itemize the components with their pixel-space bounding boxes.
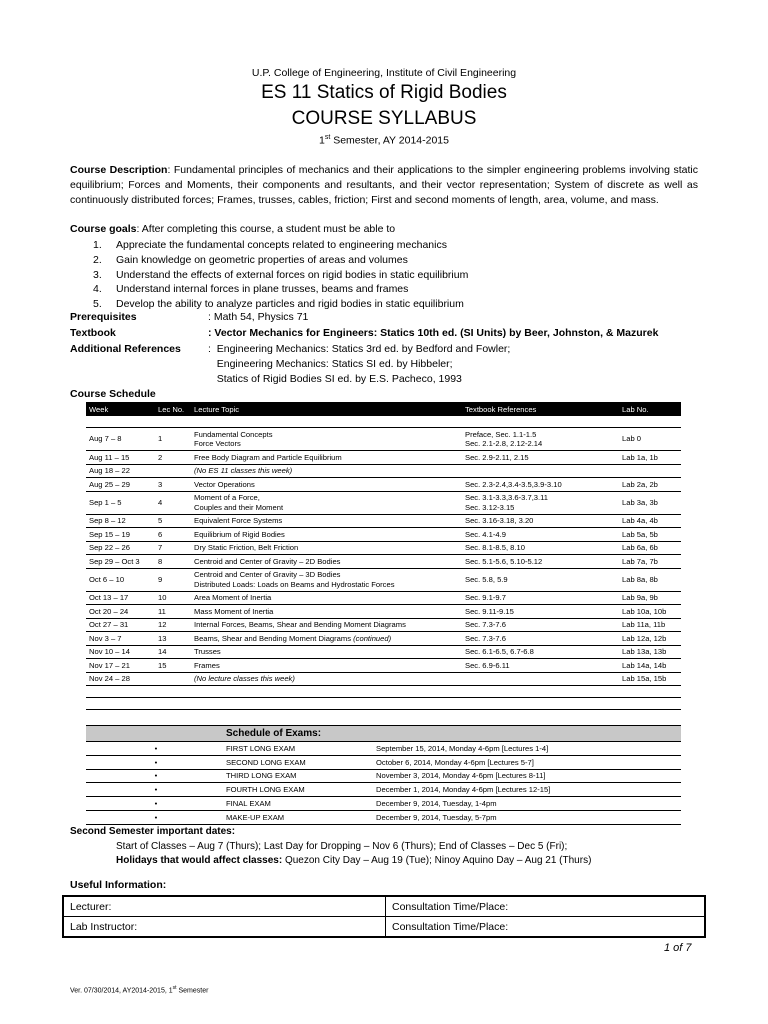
textbook-ref-text: Sec. 4.1-4.9 — [465, 529, 506, 539]
course-goal-item — [93, 282, 468, 297]
course-title: ES 11 Statics of Rigid Bodies — [261, 82, 507, 103]
lecture-topic-cell — [191, 568, 462, 591]
schedule-spacer-cell — [86, 416, 155, 428]
lecture-topic-cell — [191, 541, 462, 555]
lecture-no-cell: 12 — [155, 618, 191, 632]
schedule-row — [86, 451, 681, 465]
lab-no-cell: Lab 7a, 7b — [619, 555, 681, 569]
lecture-no-cell: 1 — [155, 428, 191, 451]
lecture-topic-text: Trusses — [194, 647, 221, 656]
textbook-label: Textbook — [70, 327, 116, 339]
course-goals-list — [93, 238, 468, 312]
lecture-topic-cell — [191, 659, 462, 673]
lecture-topic-cell — [191, 528, 462, 542]
schedule-row — [86, 541, 681, 555]
textbook-ref-text: Sec. 8.1-8.5, 8.10 — [465, 543, 525, 552]
week-cell: Sep 29 – Oct 3 — [86, 555, 155, 569]
exam-row — [86, 797, 681, 811]
course-description-text: : Fundamental principles of mechanics and their applications to the simpler engineering problems involving static equilibrium; Forces and Moments, their components and resultants, and their vector representation; System of discrete as well as continuously distributed forces; Frames, trusses, cables, friction; First and second moments of length, area, volume, and mass. — [70, 164, 698, 206]
lecture-topic-cell — [191, 632, 462, 646]
textbook-ref-cell — [462, 514, 619, 528]
lecture-topic-cell — [191, 451, 462, 465]
week-cell: Nov 3 – 7 — [86, 632, 155, 646]
schedule-spacer-cell — [86, 686, 155, 698]
schedule-spacer-row — [86, 698, 681, 710]
week-cell: Sep 15 – 19 — [86, 528, 155, 542]
lab-no-cell: Lab 2a, 2b — [619, 478, 681, 492]
lab-no-cell: Lab 13a, 13b — [619, 645, 681, 659]
lab-no-cell: Lab 15a, 15b — [619, 672, 681, 686]
prerequisites-value: : Math 54, Physics 71 — [208, 311, 309, 323]
lecture-no-cell: 2 — [155, 451, 191, 465]
textbook-ref-cell — [462, 605, 619, 619]
col-lecture-topic: Lecture Topic — [191, 402, 462, 416]
lecture-no-cell — [155, 464, 191, 478]
textbook-ref-text-2: Sec. 3.12-3.15 — [465, 502, 515, 512]
lab-no-cell: Lab 4a, 4b — [619, 514, 681, 528]
lecture-topic-main: Beams, Shear and Bending Moment Diagrams — [194, 633, 354, 643]
week-cell: Nov 17 – 21 — [86, 659, 155, 673]
week-cell: Nov 10 – 14 — [86, 645, 155, 659]
course-schedule-heading: Course Schedule — [70, 388, 156, 400]
schedule-row — [86, 591, 681, 605]
bullet-icon: • — [86, 783, 226, 797]
textbook-ref-text: Sec. 7.3-7.6 — [465, 633, 506, 643]
lecture-no-cell — [155, 672, 191, 686]
course-goal-number: 1. — [93, 239, 102, 251]
lecture-no-cell: 5 — [155, 514, 191, 528]
lecture-topic-cell — [191, 591, 462, 605]
lab-no-cell: Lab 6a, 6b — [619, 541, 681, 555]
textbook-ref-text: Sec. 7.3-7.6 — [465, 620, 506, 629]
lecture-no-cell: 11 — [155, 605, 191, 619]
schedule-row — [86, 568, 681, 591]
lecture-topic-cell — [191, 672, 462, 686]
lab-no-cell — [619, 464, 681, 478]
exam-schedule-table — [86, 725, 681, 825]
course-goal-text: Appreciate the fundamental concepts related to engineering mechanics — [116, 239, 447, 251]
textbook-ref-cell — [462, 618, 619, 632]
lecture-topic-text: (No ES 11 classes this week) — [194, 466, 293, 475]
schedule-spacer-cell — [155, 416, 191, 428]
lecture-no-cell: 14 — [155, 645, 191, 659]
lecture-no-cell: 4 — [155, 491, 191, 514]
course-goal-number: 3. — [93, 268, 102, 281]
course-goals-intro: : After completing this course, a student must be able to — [136, 223, 396, 235]
textbook-ref-text: Sec. 2.3-2.4,3.4-3.5,3.9-3.10 — [465, 479, 562, 489]
textbook-ref-text: Sec. 9.1-9.7 — [465, 593, 506, 602]
textbook-ref-cell — [462, 659, 619, 673]
schedule-spacer-row — [86, 416, 681, 428]
semester-number: 1 — [319, 134, 325, 147]
useful-info-table — [62, 895, 706, 938]
reference-line: Statics of Rigid Bodies SI ed. by E.S. Pacheco, 1993 — [208, 373, 462, 385]
textbook-ref-text: Preface, Sec. 1.1-1.5 — [465, 429, 537, 439]
lecture-no-cell: 15 — [155, 659, 191, 673]
textbook-ref-cell — [462, 464, 619, 478]
footer-sup: st — [172, 985, 177, 991]
course-description — [70, 163, 698, 208]
lecturer-cell: Lecturer: — [63, 896, 386, 917]
exam-name: THIRD LONG EXAM — [226, 769, 376, 783]
schedule-row — [86, 478, 681, 492]
footer-version: Ver. 07/30/2014, AY2014-2015, 1 — [70, 987, 173, 995]
prerequisites-label: Prerequisites — [70, 311, 137, 323]
exam-date: December 9, 2014, Tuesday, 1-4pm — [376, 797, 681, 811]
lecture-topic-text-2: Force Vectors — [194, 439, 241, 448]
exam-header-spacer — [86, 726, 226, 742]
lecture-topic-cell — [191, 464, 462, 478]
textbook-ref-cell — [462, 632, 619, 646]
lecture-no-cell: 13 — [155, 632, 191, 646]
textbook-ref-cell — [462, 541, 619, 555]
col-lab-no: Lab No. — [619, 402, 681, 416]
textbook-value: : Vector Mechanics for Engineers: Statics 10th ed. (SI Units) by Beer, Johnston, & Mazurek — [208, 327, 659, 339]
exam-header-row — [86, 726, 681, 742]
textbook-ref-text: Sec. 6.9-6.11 — [465, 660, 510, 670]
course-goal-text: Gain knowledge on geometric properties of areas and volumes — [116, 253, 408, 266]
important-dates-heading: Second Semester important dates: — [70, 826, 236, 837]
schedule-row — [86, 528, 681, 542]
bullet-icon: • — [86, 742, 226, 756]
bullet-icon: • — [86, 755, 226, 769]
lab-no-cell: Lab 11a, 11b — [619, 618, 681, 632]
reference-line: Engineering Mechanics: Statics SI ed. by Hibbeler; — [208, 358, 453, 370]
textbook-ref-cell — [462, 591, 619, 605]
lecture-topic-continued: (continued) — [353, 633, 392, 643]
lecture-topic-cell — [191, 605, 462, 619]
course-schedule-table — [86, 402, 681, 710]
lecture-topic-cell — [191, 491, 462, 514]
week-cell: Oct 6 – 10 — [86, 568, 155, 591]
textbook-ref-cell — [462, 672, 619, 686]
lecture-topic-text-2: Couples and their Moment — [194, 502, 284, 512]
lecture-no-cell: 9 — [155, 568, 191, 591]
week-cell: Aug 11 – 15 — [86, 451, 155, 465]
schedule-spacer-cell — [619, 698, 681, 710]
schedule-spacer-cell — [86, 698, 155, 710]
exam-body — [86, 742, 681, 825]
lab-no-cell: Lab 9a, 9b — [619, 591, 681, 605]
textbook-ref-cell — [462, 528, 619, 542]
exam-date: September 15, 2014, Monday 4-6pm [Lectures 1-4] — [376, 742, 681, 756]
lecture-topic-text-2: Distributed Loads: Loads on Beams and Hydrostatic Forces — [194, 579, 395, 589]
lecture-topic-text: Equivalent Force Systems — [194, 516, 283, 525]
useful-info-heading: Useful Information: — [70, 879, 167, 891]
lecture-topic-text: Area Moment of Inertia — [194, 593, 272, 602]
lecture-no-cell: 10 — [155, 591, 191, 605]
exam-date: December 1, 2014, Monday 4-6pm [Lectures 12-15] — [376, 783, 681, 797]
col-textbook-refs: Textbook References — [462, 402, 619, 416]
important-dates-line: Start of Classes – Aug 7 (Thurs); Last Day for Dropping – Nov 6 (Thurs); End of Classes – Dec 5 (Fri); — [116, 841, 568, 852]
course-goal-item — [93, 268, 468, 283]
lecture-topic-text: Centroid and Center of Gravity – 3D Bodies — [194, 570, 341, 579]
course-goal-number: 4. — [93, 283, 102, 296]
lecture-topic-text: Mass Moment of Inertia — [194, 606, 274, 616]
schedule-body — [86, 416, 681, 710]
textbook-ref-text: Sec. 5.8, 5.9 — [465, 574, 508, 584]
lecture-topic-text: Centroid and Center of Gravity – 2D Bodies — [194, 556, 341, 566]
lecture-topic-text: Dry Static Friction, Belt Friction — [194, 543, 299, 552]
col-lecture-no: Lec No. — [155, 402, 191, 416]
schedule-row — [86, 491, 681, 514]
lecture-topic-text — [194, 634, 459, 644]
schedule-row — [86, 514, 681, 528]
semester-line — [0, 134, 768, 147]
textbook-ref-cell — [462, 428, 619, 451]
textbook-ref-text: Sec. 3.16-3.18, 3.20 — [465, 516, 534, 525]
textbook-ref-text: Sec. 3.1-3.3,3.6-3.7,3.11 — [465, 493, 549, 502]
course-goal-text: Understand internal forces in plane trusses, beams and frames — [116, 283, 409, 296]
course-goal-text: Understand the effects of external forces on rigid bodies in static equilibrium — [116, 268, 469, 281]
exam-date: November 3, 2014, Monday 4-6pm [Lectures 8-11] — [376, 769, 681, 783]
lecture-topic-text: Fundamental Concepts — [194, 429, 273, 439]
week-cell: Aug 7 – 8 — [86, 428, 155, 451]
lab-no-cell: Lab 5a, 5b — [619, 528, 681, 542]
lecture-topic-cell — [191, 428, 462, 451]
consultation-cell: Consultation Time/Place: — [386, 896, 706, 917]
schedule-spacer-row — [86, 686, 681, 698]
bullet-icon: • — [86, 810, 226, 824]
course-goals-label: Course goals — [70, 223, 137, 235]
course-goal-item — [93, 297, 468, 312]
week-cell: Aug 25 – 29 — [86, 478, 155, 492]
textbook-ref-text: Sec. 2.9-2.11, 2.15 — [465, 452, 529, 462]
exam-row — [86, 769, 681, 783]
textbook-ref-text: Sec. 9.11-9.15 — [465, 606, 514, 616]
schedule-spacer-cell — [619, 686, 681, 698]
week-cell: Oct 27 – 31 — [86, 618, 155, 632]
consultation-cell: Consultation Time/Place: — [386, 917, 706, 938]
exam-name: MAKE-UP EXAM — [226, 810, 376, 824]
schedule-spacer-cell — [155, 686, 191, 698]
week-cell: Oct 20 – 24 — [86, 605, 155, 619]
document-title: COURSE SYLLABUS — [291, 108, 477, 129]
exam-row — [86, 810, 681, 824]
course-goal-item — [93, 238, 468, 253]
exam-row — [86, 755, 681, 769]
lecture-topic-cell — [191, 514, 462, 528]
exam-name: FOURTH LONG EXAM — [226, 783, 376, 797]
course-goal-number: 5. — [93, 298, 102, 311]
exam-name: FIRST LONG EXAM — [226, 742, 376, 756]
schedule-spacer-cell — [191, 416, 462, 428]
textbook-ref-cell — [462, 645, 619, 659]
exam-row — [86, 742, 681, 756]
week-cell: Sep 8 – 12 — [86, 514, 155, 528]
textbook-ref-cell — [462, 555, 619, 569]
lecture-topic-text: Frames — [194, 660, 220, 670]
schedule-spacer-cell — [462, 416, 619, 428]
week-cell: Nov 24 – 28 — [86, 672, 155, 686]
textbook-ref-cell — [462, 478, 619, 492]
holidays-label: Holidays that would affect classes: — [116, 855, 283, 866]
lab-no-cell: Lab 3a, 3b — [619, 491, 681, 514]
institution-line: U.P. College of Engineering, Institute of Civil Engineering — [251, 67, 517, 79]
lecture-topic-text: Moment of a Force, — [194, 493, 260, 502]
exam-date: December 9, 2014, Tuesday, 5-7pm — [376, 810, 681, 824]
schedule-spacer-cell — [191, 686, 462, 698]
useful-row-lecturer — [63, 896, 705, 917]
lab-no-cell: Lab 12a, 12b — [619, 632, 681, 646]
textbook-ref-cell — [462, 568, 619, 591]
lab-no-cell: Lab 8a, 8b — [619, 568, 681, 591]
schedule-row — [86, 632, 681, 646]
week-cell: Aug 18 – 22 — [86, 464, 155, 478]
course-goals-heading — [70, 223, 395, 235]
textbook-ref-text-2: Sec. 2.1-2.8, 2.12-2.14 — [465, 439, 543, 448]
lecture-no-cell: 6 — [155, 528, 191, 542]
lab-no-cell: Lab 10a, 10b — [619, 605, 681, 619]
schedule-spacer-cell — [155, 698, 191, 710]
textbook-ref-cell — [462, 491, 619, 514]
course-goal-number: 2. — [93, 253, 102, 266]
bullet-icon: • — [86, 797, 226, 811]
schedule-spacer-cell — [462, 698, 619, 710]
schedule-row — [86, 464, 681, 478]
schedule-spacer-cell — [619, 416, 681, 428]
schedule-row — [86, 645, 681, 659]
lecture-topic-text: Vector Operations — [194, 479, 255, 489]
lecture-no-cell: 8 — [155, 555, 191, 569]
lecture-no-cell: 3 — [155, 478, 191, 492]
schedule-row — [86, 605, 681, 619]
schedule-spacer-cell — [191, 698, 462, 710]
semester-text: Semester, AY 2014-2015 — [330, 134, 449, 147]
version-footer — [70, 985, 208, 994]
exam-date: October 6, 2014, Monday 4-6pm [Lectures 5-7] — [376, 755, 681, 769]
week-cell: Sep 22 – 26 — [86, 541, 155, 555]
schedule-header-row — [86, 402, 681, 416]
useful-row-lab-instructor — [63, 917, 705, 938]
schedule-row — [86, 618, 681, 632]
lab-no-cell: Lab 0 — [619, 428, 681, 451]
footer-rest: Semester — [176, 987, 209, 995]
holidays-line — [116, 855, 591, 866]
exam-row — [86, 783, 681, 797]
schedule-row — [86, 555, 681, 569]
schedule-row — [86, 659, 681, 673]
lecture-topic-text: (No lecture classes this week) — [194, 674, 295, 683]
schedule-spacer-cell — [462, 686, 619, 698]
course-goal-text: Develop the ability to analyze particles and rigid bodies in static equilibrium — [116, 298, 464, 311]
lecture-topic-cell — [191, 645, 462, 659]
holidays-text: Quezon City Day – Aug 19 (Tue); Ninoy Aquino Day – Aug 21 (Thurs) — [282, 855, 592, 866]
exam-schedule-heading: Schedule of Exams: — [226, 726, 681, 742]
lecture-topic-text: Equilibrium of Rigid Bodies — [194, 529, 285, 539]
references-label: Additional References — [70, 343, 181, 355]
course-description-label: Course Description — [70, 164, 168, 176]
textbook-ref-text: Sec. 5.1-5.6, 5.10-5.12 — [465, 556, 543, 566]
exam-name: FINAL EXAM — [226, 797, 376, 811]
week-cell: Sep 1 – 5 — [86, 491, 155, 514]
page-number: 1 of 7 — [664, 942, 692, 954]
lecture-topic-cell — [191, 478, 462, 492]
reference-line: : Engineering Mechanics: Statics 3rd ed. by Bedford and Fowler; — [208, 343, 511, 355]
bullet-icon: • — [86, 769, 226, 783]
semester-suffix: st — [324, 134, 331, 141]
exam-name: SECOND LONG EXAM — [226, 755, 376, 769]
lab-no-cell: Lab 14a, 14b — [619, 659, 681, 673]
lecture-topic-cell — [191, 618, 462, 632]
col-week: Week — [86, 402, 155, 416]
lecture-topic-text: Internal Forces, Beams, Shear and Bending Moment Diagrams — [194, 620, 406, 629]
lecture-topic-cell — [191, 555, 462, 569]
lab-no-cell: Lab 1a, 1b — [619, 451, 681, 465]
course-goal-item — [93, 253, 468, 268]
lab-instructor-cell: Lab Instructor: — [63, 917, 386, 938]
schedule-row — [86, 428, 681, 451]
schedule-row — [86, 672, 681, 686]
lecture-topic-text: Free Body Diagram and Particle Equilibrium — [194, 452, 342, 462]
week-cell: Oct 13 – 17 — [86, 591, 155, 605]
textbook-ref-cell — [462, 451, 619, 465]
lecture-no-cell: 7 — [155, 541, 191, 555]
textbook-ref-text: Sec. 6.1-6.5, 6.7-6.8 — [465, 647, 534, 656]
